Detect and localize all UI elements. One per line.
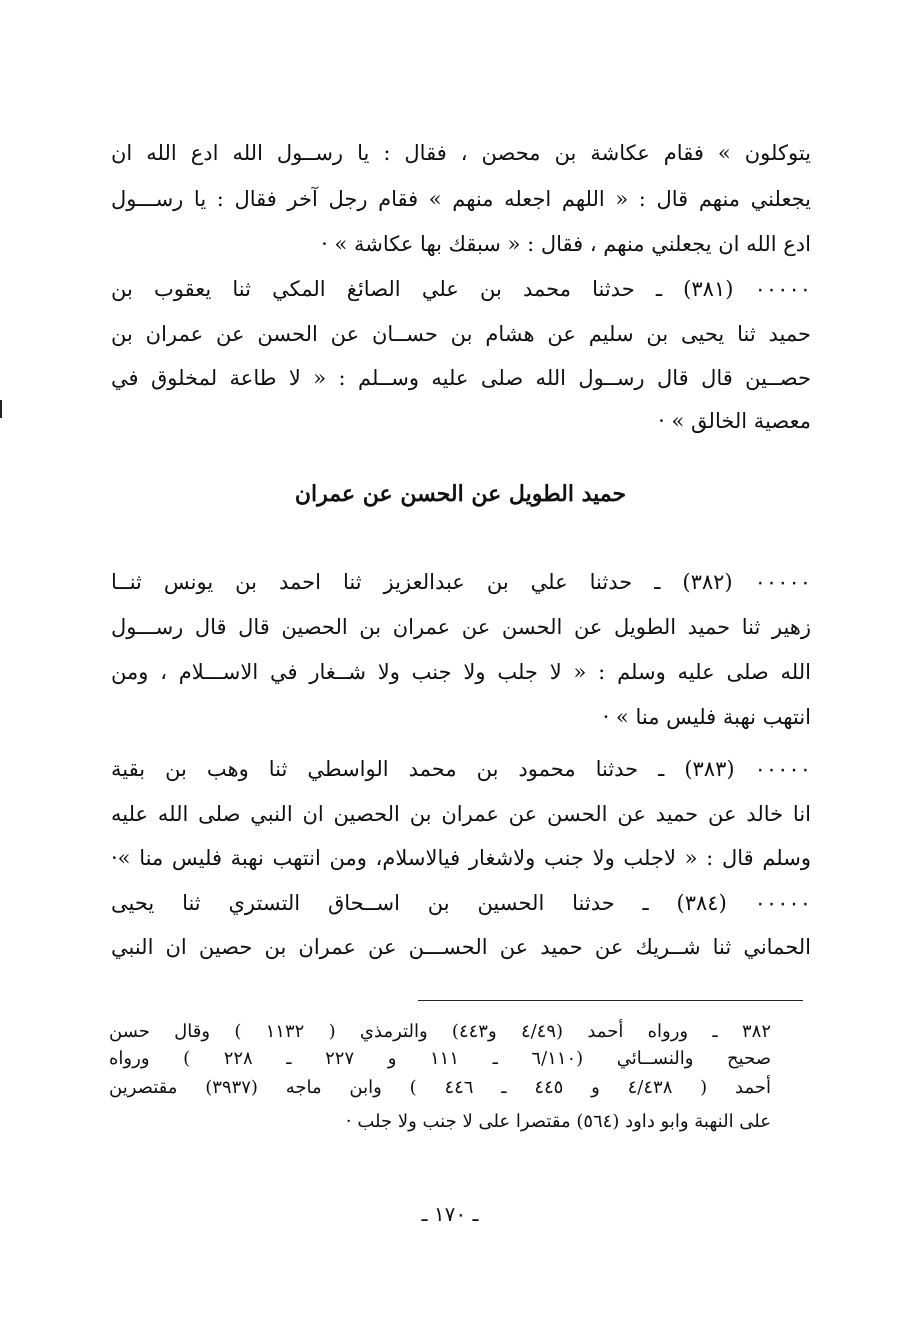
hadith-383-line-3: وسلم قال : « لاجلب ولا جنب ولاشغار فيالاسلام، ومن انتهب نهبة فليس منا »· [111, 846, 811, 870]
hadith-381-line-2: حميد ثنا يحيى بن سليم عن هشام بن حســان عن الحسن عن عمران بن [111, 322, 811, 346]
body-line-3: ادع الله ان يجعلني منهم ، فقال : « سبقك بها عكاشة » · [321, 232, 811, 256]
section-heading: حميد الطويل عن الحسن عن عمران [294, 481, 627, 507]
hadith-383-line-2: انا خالد عن حميد عن الحسن عن عمران بن الحصين ان النبي صلى الله عليه [111, 802, 811, 826]
hadith-384-line-2: الحماني ثنا شــريك عن حميد عن الحســـن عن عمران بن حصين ان النبي [111, 935, 811, 959]
hadith-381-line-4: معصية الخالق » · [658, 409, 811, 433]
hadith-381-line-1: ٠٠٠٠٠ (٣٨١) ـ حدثنا محمد بن علي الصائغ المكي ثنا يعقوب بن [111, 277, 811, 301]
body-line-1: يتوكلون » فقام عكاشة بن محصن ، فقال : يا رســول الله ادع الله ان [111, 141, 811, 165]
footnote-separator [418, 1000, 803, 1001]
body-line-2: يجعلني منهم قال : « اللهم اجعله منهم » فقام رجل آخر فقال : يا رســـول [111, 187, 811, 211]
page-number: ـ ١٧٠ ـ [421, 1202, 479, 1226]
hadith-382-line-3: الله صلى عليه وسلم : « لا جلب ولا جنب ولا شــغار في الاســـلام ، ومن [111, 660, 811, 684]
hadith-381-line-3: حصــين قال قال رســول الله صلى عليه وســلم : « لا طاعة لمخلوق في [111, 366, 811, 390]
footnote-line-2: صحيح والنســائي (٦/١١٠ ـ ١١١ و ٢٢٧ ـ ٢٢٨ ) ورواه [109, 1048, 771, 1069]
hadith-383-line-1: ٠٠٠٠٠ (٣٨٣) ـ حدثنا محمود بن محمد الواسطي ثنا وهب بن بقية [111, 757, 811, 781]
hadith-382-line-2: زهير ثنا حميد الطويل عن الحسن عن عمران بن الحصين قال قال رســـول [111, 615, 811, 639]
footnote-line-1: ٣٨٢ ـ ورواه أحمد (٤/٤٩ و٤٤٣) والترمذي ( ١١٣٢ ) وقال حسن [109, 1021, 771, 1042]
footnote-line-4: على النهبة وابو داود (٥٦٤) مقتصرا على لا جنب ولا جلب · [345, 1111, 771, 1132]
hadith-384-line-1: ٠٠٠٠٠ (٣٨٤) ـ حدثنا الحسين بن اســحاق التستري ثنا يحيى [111, 891, 811, 915]
hadith-382-line-4: انتهب نهبة فليس منا » · [602, 705, 811, 729]
hadith-382-line-1: ٠٠٠٠٠ (٣٨٢) ـ حدثنا علي بن عبدالعزيز ثنا احمد بن يونس ثنــا [111, 570, 811, 594]
footnote-line-3: أحمد ( ٤/٤٣٨ و ٤٤٥ ـ ٤٤٦ ) وابن ماجه (٣٩٣٧) مقتصرين [109, 1077, 771, 1098]
scan-edge-mark [0, 400, 2, 418]
